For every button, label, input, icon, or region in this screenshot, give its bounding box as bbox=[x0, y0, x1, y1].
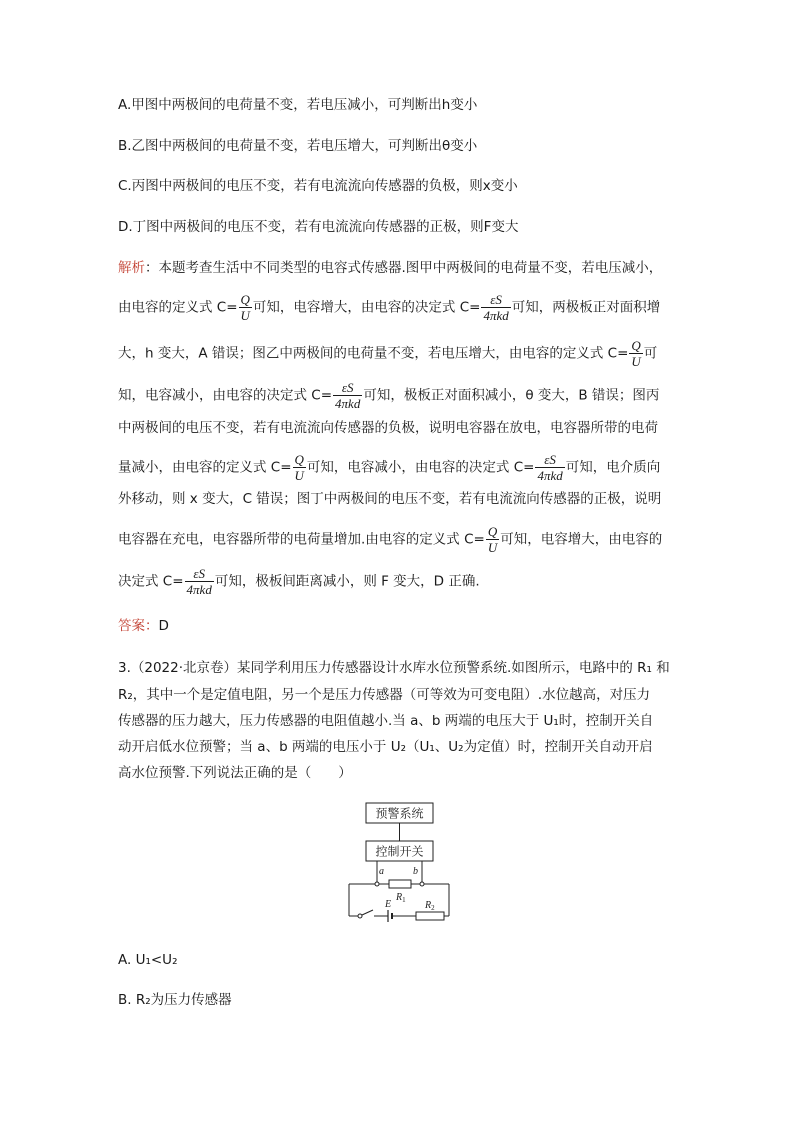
resistor-r1 bbox=[389, 880, 411, 888]
analysis-line-6: 量减小，由电容的定义式 C= $\frac{Q}{U}$ 可知，电容减小，由电容的决定式 C= $\frac{\varepsilon S}{\text{4πkd}}$ 可知，电介质向 bbox=[118, 452, 661, 483]
analysis-line-1: 解析：本题考查生活中不同类型的电容式传感器.图甲中两极间的电荷量不变，若电压减小， bbox=[118, 260, 663, 276]
terminal-b-label: b bbox=[413, 866, 418, 877]
answer-value: D bbox=[158, 618, 169, 634]
emf-label: E bbox=[385, 899, 392, 910]
option-3-b: B. R₂为压力传感器 bbox=[118, 992, 232, 1008]
analysis-line-2: 由电容的定义式 C= $\frac{Q}{U}$ 可知，电容增大，由电容的决定式 C= $\frac{\varepsilon S}{\text{4πkd}}$ 可知，两极板正对面积增 bbox=[118, 292, 661, 323]
analysis-line-4: 知，电容减小，由电容的决定式 C= $\frac{\varepsilon S}{\text{4πkd}}$ 可知，极板正对面积减小，θ 变大，B 错误；图丙 bbox=[118, 380, 660, 411]
analysis-line-9: 决定式 C= $\frac{\varepsilon S}{\text{4πkd}}$ 可知，极板间距离减小，则 F 变大，D 正确. bbox=[118, 566, 480, 597]
analysis-line-3: 大，h 变大，A 错误；图乙中两极间的电荷量不变，若电压增大，由电容的定义式 C= $\frac{Q}{U}$ 可 bbox=[118, 338, 658, 369]
option-c-prev: C.丙图中两极间的电压不变，若有电流流向传感器的负极，则x变小 bbox=[118, 178, 518, 194]
question3-line-3: 传感器的压力越大，压力传感器的电阻值越小.当 a、b 两端的电压大于 U₁时，控制开关自 bbox=[118, 713, 654, 729]
question3-line-4: 动开启低水位预警；当 a、b 两端的电压小于 U₂（U₁、U₂为定值）时，控制开关自动开启 bbox=[118, 739, 653, 755]
fraction-es-over-4pikd: $\frac{\varepsilon S}{\text{4πkd}}$ bbox=[335, 380, 361, 411]
terminal-a-label: a bbox=[379, 866, 384, 877]
fraction-q-over-u: $\frac{Q}{U}$ bbox=[294, 452, 304, 483]
analysis-label: 解析 bbox=[118, 260, 145, 276]
r2-label: $R_2$ bbox=[425, 900, 435, 912]
option-a-prev: A.甲图中两极间的电荷量不变，若电压减小，可判断出h变小 bbox=[118, 97, 478, 113]
fraction-q-over-u: $\frac{Q}{U}$ bbox=[487, 524, 498, 555]
fraction-es-over-4pikd: $\frac{\varepsilon S}{\text{4πkd}}$ bbox=[186, 566, 212, 597]
warning-system-label: 预警系统 bbox=[375, 806, 424, 821]
resistor-r2 bbox=[416, 912, 444, 920]
fraction-es-over-4pikd: $\frac{\varepsilon S}{\text{4πkd}}$ bbox=[537, 452, 563, 483]
control-switch-label: 控制开关 bbox=[375, 844, 424, 859]
circuit-diagram bbox=[344, 800, 454, 925]
answer-label: 答案： bbox=[118, 618, 159, 634]
node-a bbox=[375, 882, 379, 886]
option-d-prev: D.丁图中两极间的电压不变，若有电流流向传感器的正极，则F变大 bbox=[118, 219, 519, 235]
fraction-es-over-4pikd: $\frac{\varepsilon S}{\text{4πkd}}$ bbox=[483, 292, 509, 323]
option-b-prev: B.乙图中两极间的电荷量不变，若电压增大，可判断出θ变小 bbox=[118, 138, 478, 154]
answer-line bbox=[118, 616, 169, 636]
node-b bbox=[420, 882, 424, 886]
analysis-line-7: 外移动，则 x 变大，C 错误；图丁中两极间的电压不变，若有电流流向传感器的正极，说明 bbox=[118, 491, 662, 507]
question3-line-2: R₂，其中一个是定值电阻，另一个是压力传感器（可等效为可变电阻）.水位越高，对压力 bbox=[118, 687, 651, 703]
fraction-q-over-u: $\frac{Q}{U}$ bbox=[240, 292, 250, 323]
analysis-line-5: 中两极间的电压不变，若有电流流向传感器的负极，说明电容器在放电，电容器所带的电荷 bbox=[118, 420, 658, 436]
fraction-q-over-u: $\frac{Q}{U}$ bbox=[631, 338, 641, 369]
question3-line-5: 高水位预警.下列说法正确的是（ ） bbox=[118, 765, 352, 781]
analysis-line-8: 电容器在充电，电容器所带的电荷量增加.由电容的定义式 C= $\frac{Q}{U}$ 可知，电容增大，由电容的 bbox=[118, 524, 663, 555]
switch-blade bbox=[362, 910, 373, 915]
option-3-a: A. U₁<U₂ bbox=[118, 952, 178, 968]
question3-line-1: 3.（2022·北京卷）某同学利用压力传感器设计水库水位预警系统.如图所示，电路中的 R₁ 和 bbox=[118, 660, 670, 676]
r1-label: $R_1$ bbox=[396, 892, 406, 904]
switch-contact bbox=[358, 914, 362, 918]
